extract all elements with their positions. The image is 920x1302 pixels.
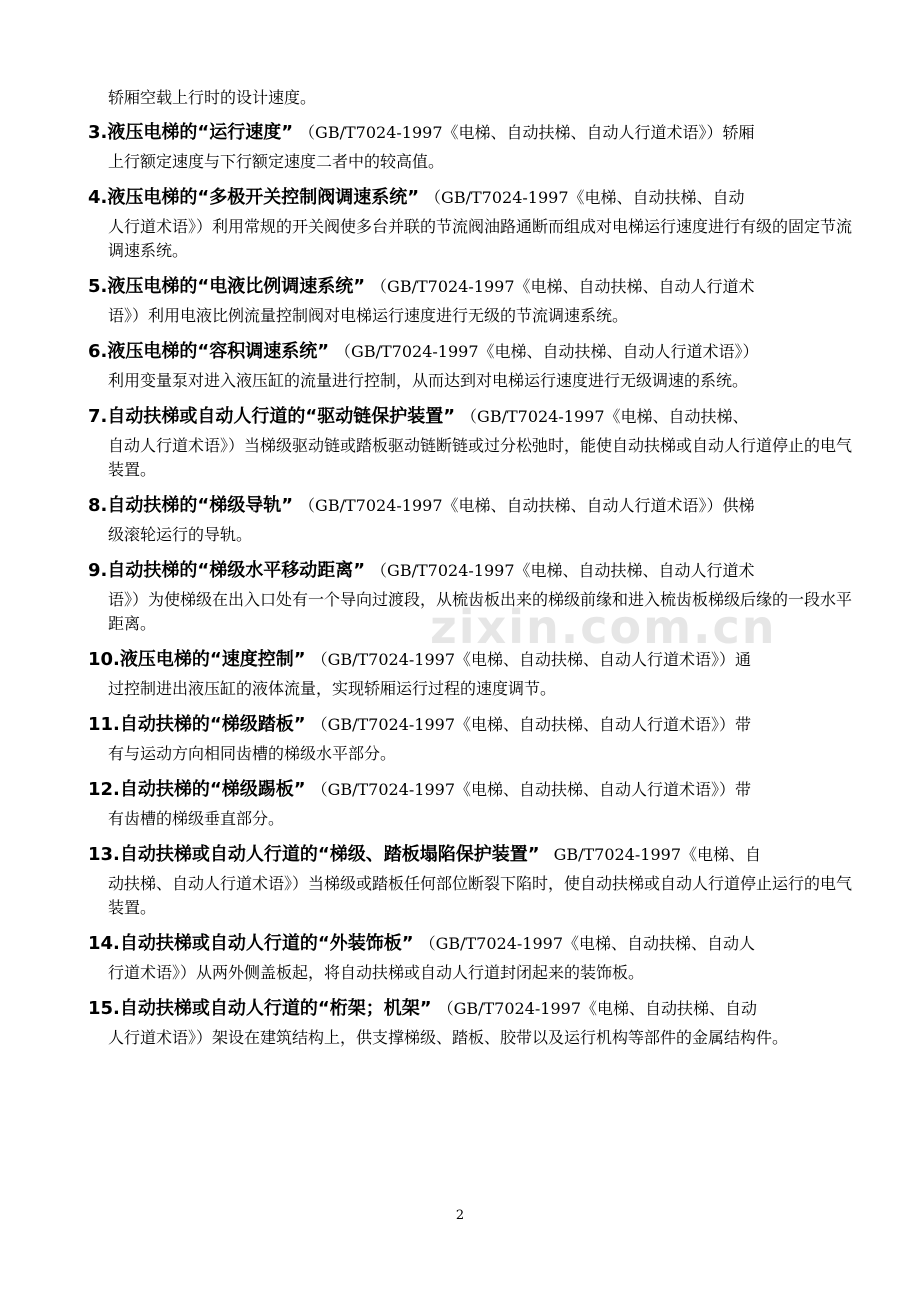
document-body [88, 86, 860, 1061]
term-heading: 自动扶梯的“梯级水平移动距离” [107, 560, 366, 581]
term-reference: （GB/T7024-1997《电梯、自动扶梯、自动人行道术 [379, 277, 755, 296]
term-reference: （GB/T7024-1997《电梯、自动扶梯、自动人行道术语》）带 [319, 780, 752, 799]
term-entry [88, 712, 860, 766]
term-heading: 自动扶梯或自动人行道的“梯级、踏板塌陷保护装置” [119, 844, 540, 865]
term-heading: 自动扶梯的“梯级踏板” [119, 714, 306, 735]
term-number: 14. [88, 933, 120, 954]
watermark: zixin.com.cn [430, 600, 777, 654]
term-heading: 液压电梯的“多极开关控制阀调速系统” [107, 187, 420, 208]
term-entry [88, 931, 860, 985]
term-entry-header [88, 931, 860, 957]
term-heading: 液压电梯的“容积调速系统” [107, 341, 330, 362]
term-entry [88, 558, 860, 636]
term-description: 行道术语》）从两外侧盖板起，将自动扶梯或自动人行道封闭起来的装饰板。 [108, 963, 645, 982]
term-reference: （GB/T7024-1997《电梯、自动扶梯、自动人行道术语》）轿厢 [307, 123, 755, 142]
term-entry [88, 120, 860, 174]
term-heading: 自动扶梯或自动人行道的“驱动链保护装置” [107, 406, 456, 427]
term-entry-header [88, 558, 860, 584]
term-reference: （GB/T7024-1997《电梯、自动扶梯、自动人行道术语》） [343, 342, 759, 361]
term-entry-header [88, 842, 860, 868]
term-description: 有与运动方向相同齿槽的梯级水平部分。 [108, 744, 397, 763]
term-description: 自动人行道术语》）当梯级驱动链或踏板驱动链断链或过分松弛时，能使自动扶梯或自动人行道停止的电气装置。 [108, 436, 853, 479]
term-description: 有齿槽的梯级垂直部分。 [108, 809, 285, 828]
term-number: 9. [88, 560, 108, 581]
term-description: 上行额定速度与下行额定速度二者中的较高值。 [108, 152, 445, 171]
term-entry-header [88, 339, 860, 365]
term-heading: 自动扶梯的“梯级踢板” [119, 779, 306, 800]
term-entry [88, 404, 860, 482]
term-description: 人行道术语》）架设在建筑结构上，供支撑梯级、踏板、胶带以及运行机构等部件的金属结构件。 [108, 1028, 789, 1047]
term-entry-header [88, 712, 860, 738]
term-entry [88, 493, 860, 547]
term-entry [88, 185, 860, 263]
term-reference: GB/T7024-1997《电梯、自 [553, 845, 762, 864]
term-reference: （GB/T7024-1997《电梯、自动扶梯、自动人 [427, 934, 756, 953]
term-entry [88, 842, 860, 920]
term-number: 4. [88, 187, 108, 208]
term-entry-header [88, 185, 860, 211]
term-reference: （GB/T7024-1997《电梯、自动扶梯、 [469, 407, 749, 426]
term-reference: （GB/T7024-1997《电梯、自动扶梯、自动 [433, 188, 745, 207]
term-description: 利用变量泵对进入液压缸的流量进行控制，从而达到对电梯运行速度进行无级调速的系统。 [108, 371, 749, 390]
term-reference: （GB/T7024-1997《电梯、自动扶梯、自动人行道术语》）供梯 [307, 496, 755, 515]
term-entry-header [88, 647, 860, 673]
term-list [88, 120, 860, 1050]
term-entry-header [88, 120, 860, 146]
term-number: 8. [88, 495, 108, 516]
term-number: 3. [88, 122, 108, 143]
term-description: 过控制进出液压缸的液体流量，实现轿厢运行过程的速度调节。 [108, 679, 557, 698]
term-description: 人行道术语》）利用常规的开关阀使多台并联的节流阀油路通断而组成对电梯运行速度进行有级的固定节流调速系统。 [108, 217, 853, 260]
term-reference: （GB/T7024-1997《电梯、自动扶梯、自动人行道术语》）通 [319, 650, 752, 669]
term-entry-header [88, 996, 860, 1022]
term-description: 动扶梯、自动人行道术语》）当梯级或踏板任何部位断裂下陷时，使自动扶梯或自动人行道停止运行的电气装置。 [108, 874, 853, 917]
term-entry [88, 274, 860, 328]
term-heading: 自动扶梯或自动人行道的“外装饰板” [119, 933, 414, 954]
term-entry-header [88, 404, 860, 430]
term-heading: 液压电梯的“电液比例调速系统” [107, 276, 366, 297]
term-entry-header [88, 493, 860, 519]
term-entry [88, 339, 860, 393]
term-heading: 自动扶梯或自动人行道的“桁架；机架” [119, 998, 432, 1019]
term-number: 5. [88, 276, 108, 297]
term-number: 13. [88, 844, 120, 865]
term-entry [88, 777, 860, 831]
term-description: 级滚轮运行的导轨。 [108, 525, 253, 544]
term-number: 11. [88, 714, 120, 735]
term-entry-header [88, 777, 860, 803]
term-description: 语》）利用电液比例流量控制阀对电梯运行速度进行无级的节流调速系统。 [108, 306, 629, 325]
term-reference: （GB/T7024-1997《电梯、自动扶梯、自动 [445, 999, 758, 1018]
term-heading: 自动扶梯的“梯级导轨” [107, 495, 294, 516]
continued-paragraph: 轿厢空载上行时的设计速度。 [108, 88, 317, 107]
term-number: 7. [88, 406, 108, 427]
term-entry [88, 647, 860, 701]
page-number: 2 [455, 1208, 465, 1223]
term-number: 12. [88, 779, 120, 800]
term-heading: 液压电梯的“运行速度” [107, 122, 294, 143]
term-reference: （GB/T7024-1997《电梯、自动扶梯、自动人行道术语》）带 [319, 715, 752, 734]
term-description: 语》）为使梯级在出入口处有一个导向过渡段，从梳齿板出来的梯级前缘和进入梳齿板梯级后缘的一段水平距离。 [108, 590, 853, 633]
term-number: 6. [88, 341, 108, 362]
term-number: 15. [88, 998, 120, 1019]
term-number: 10. [88, 649, 120, 670]
term-entry-header [88, 274, 860, 300]
term-heading: 液压电梯的“速度控制” [119, 649, 306, 670]
term-reference: （GB/T7024-1997《电梯、自动扶梯、自动人行道术 [379, 561, 755, 580]
term-entry [88, 996, 860, 1050]
